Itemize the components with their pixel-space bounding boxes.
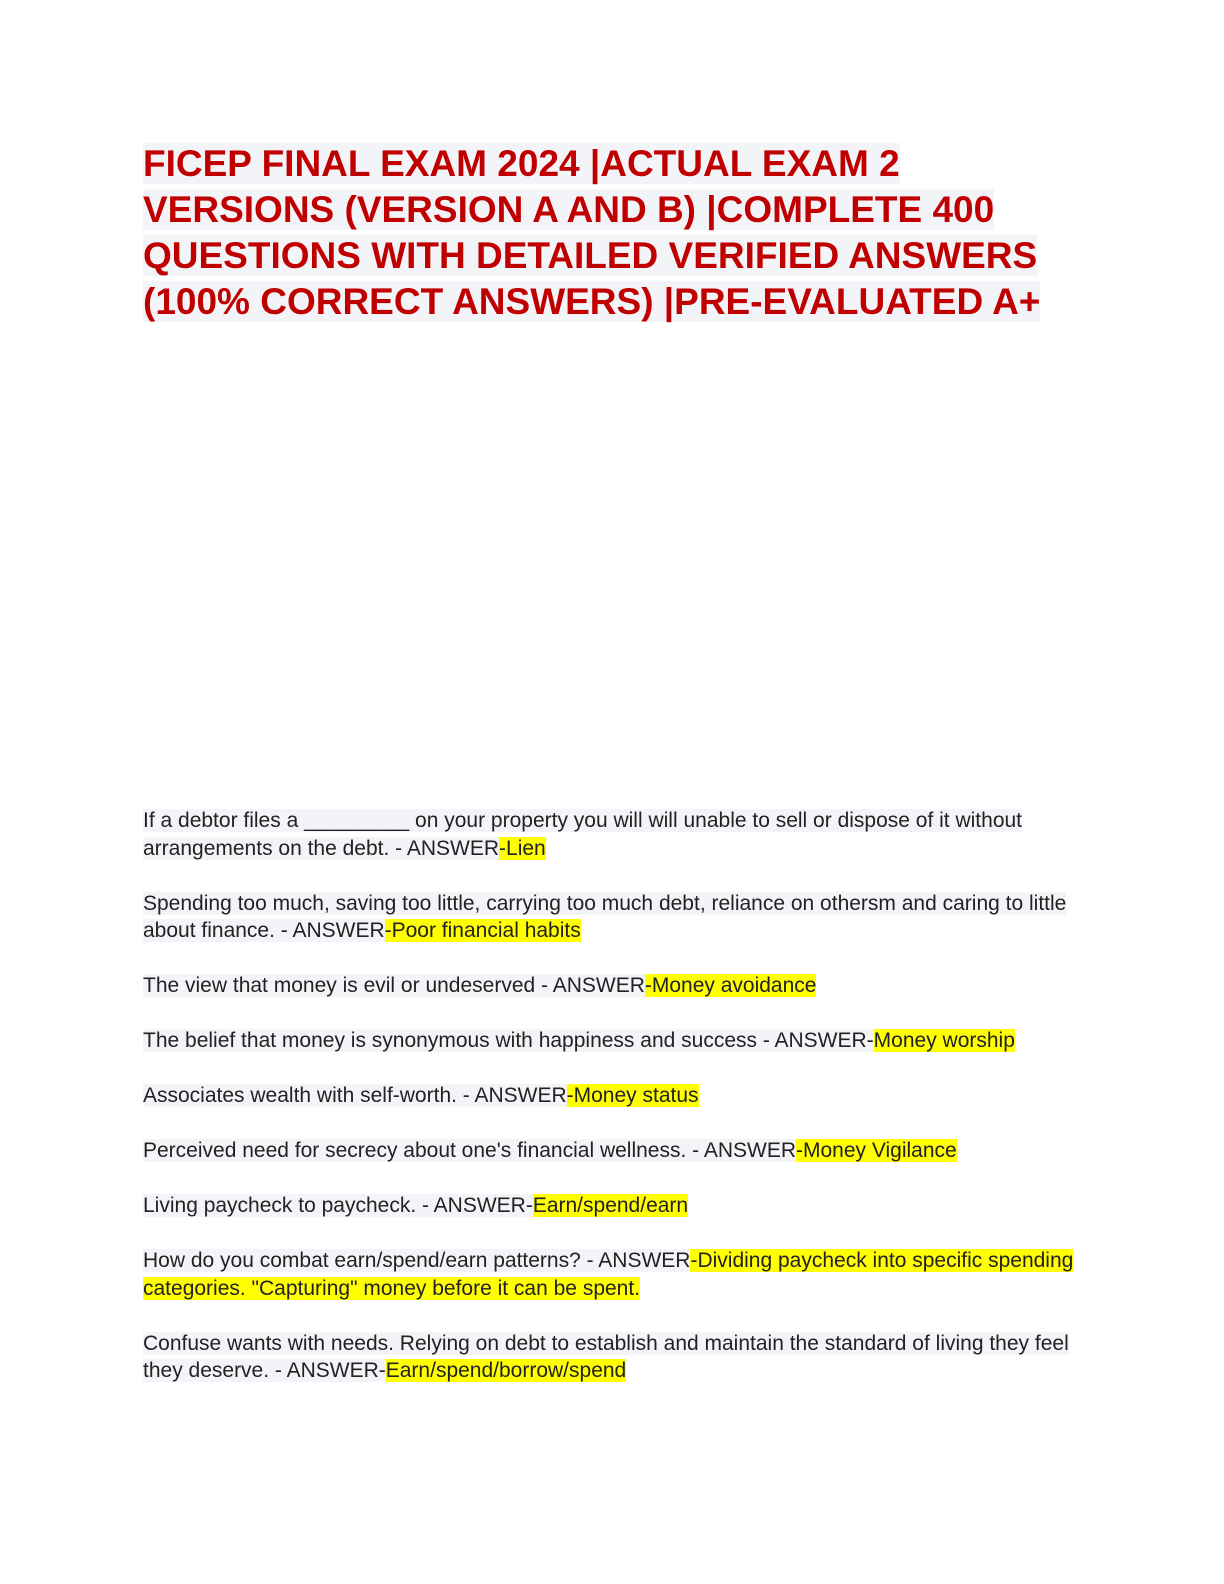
question-text: Confuse wants with needs. Relying on debt to establish and maintain the standard of living they feel they deserve. - ANSWER- — [143, 1331, 1069, 1382]
document-title — [143, 141, 1073, 325]
answer-text: Money worship — [873, 1029, 1015, 1052]
qa-list — [143, 807, 1078, 1412]
qa-item — [143, 1027, 1078, 1055]
answer-text: -Money Vigilance — [796, 1139, 957, 1162]
answer-text: -Dividing paycheck into specific spending categories. "Capturing" money before it can be spent. — [143, 1249, 1074, 1300]
answer-text: -Money status — [566, 1084, 699, 1107]
qa-item — [143, 1137, 1078, 1165]
answer-text: -Lien — [499, 836, 546, 860]
question-text: If a debtor files a _________ on your property you will will unable to sell or dispose of it without arrangements on the debt. - ANSWER — [143, 809, 1023, 860]
question-text: Spending too much, saving too little, carrying too much debt, reliance on othersm and caring to little about finance. - ANSWER — [143, 891, 1067, 942]
question-text: How do you combat earn/spend/earn patterns? - ANSWER — [143, 1249, 691, 1272]
question-text: Living paycheck to paycheck. - ANSWER- — [143, 1194, 533, 1217]
qa-item — [143, 1247, 1078, 1302]
answer-text: Earn/spend/borrow/spend — [385, 1359, 627, 1382]
qa-item — [143, 1192, 1078, 1220]
qa-item — [143, 1082, 1078, 1110]
qa-item — [143, 890, 1078, 945]
qa-item — [143, 1330, 1078, 1385]
question-text: The view that money is evil or undeserved - ANSWER — [143, 974, 645, 997]
question-text: Associates wealth with self-worth. - ANSWER — [143, 1084, 567, 1107]
answer-text: -Money avoidance — [644, 974, 817, 997]
question-text: The belief that money is synonymous with happiness and success - ANSWER- — [143, 1029, 874, 1052]
answer-text: -Poor financial habits — [384, 919, 581, 942]
document-title-text: FICEP FINAL EXAM 2024 |ACTUAL EXAM 2 VERSIONS (VERSION A AND B) |COMPLETE 400 QUESTIONS WITH DETAILED VERIFIED ANSWERS (100% CORRECT ANSWERS) |PRE-EVALUATED A+ — [143, 143, 1041, 322]
answer-text: Earn/spend/earn — [532, 1194, 689, 1217]
qa-item — [143, 807, 1078, 862]
qa-item — [143, 972, 1078, 1000]
question-text: Perceived need for secrecy about one's financial wellness. - ANSWER — [143, 1139, 796, 1162]
